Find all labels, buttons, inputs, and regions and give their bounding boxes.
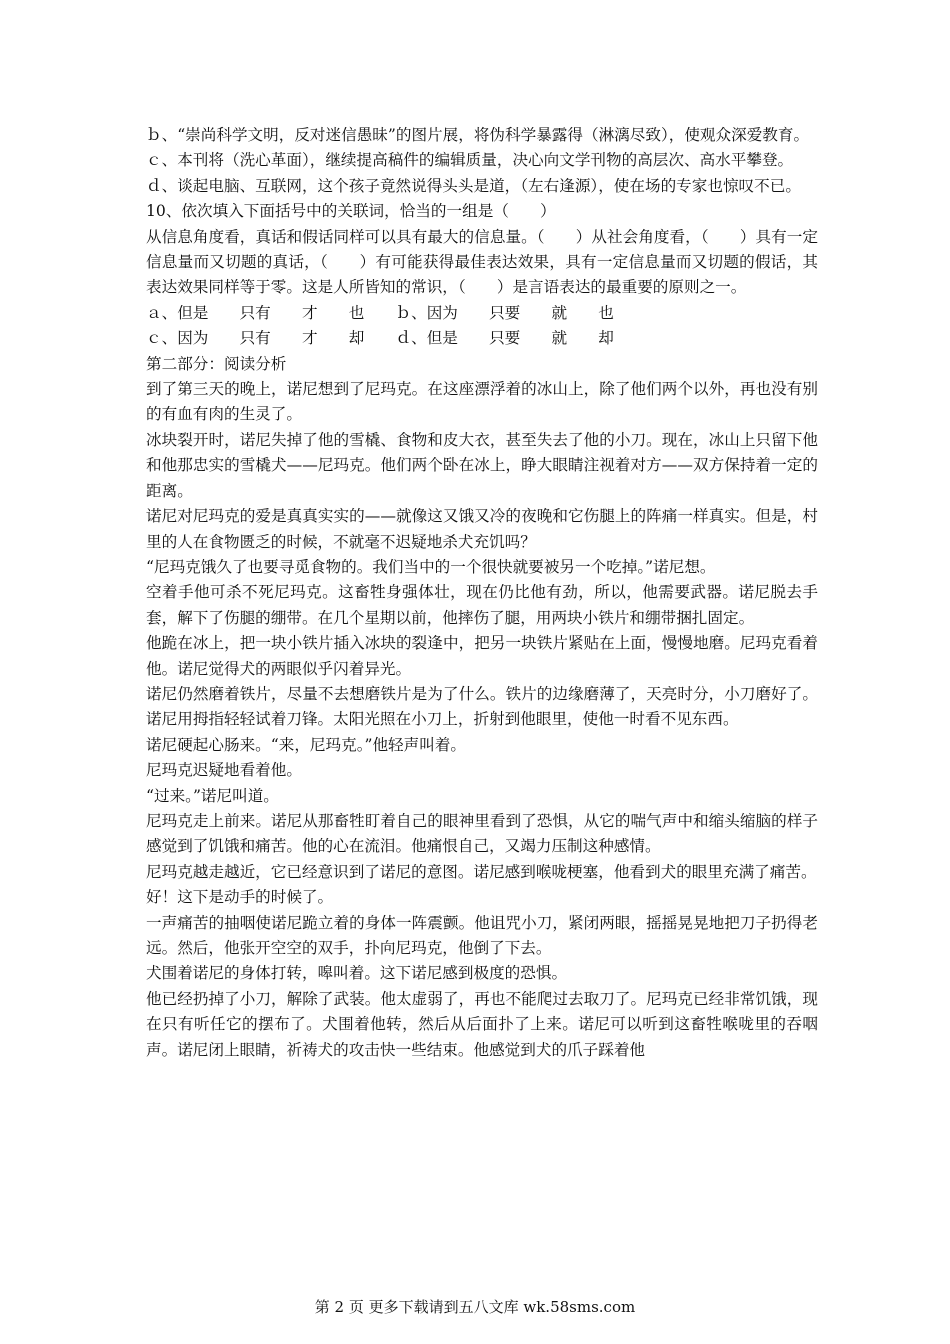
reading-paragraph: 诺尼仍然磨着铁片，尽量不去想磨铁片是为了什么。铁片的边缘磨薄了，天亮时分，小刀磨好了。诺尼用拇指轻轻试着刀锋。太阳光照在小刀上，折射到他眼里，使他一时看不见东西。 [146,684,818,729]
reading-paragraph: 空着手他可杀不死尼玛克。这畜牲身强体壮，现在仍比他有劲，所以，他需要武器。诺尼脱去手套，解下了伤腿的绷带。在几个星期以前，他摔伤了腿，用两块小铁片和绷带捆扎固定。 [146,583,818,627]
reading-paragraph: 好！这下是动手的时候了。 [146,888,334,907]
document-body [146,123,818,1063]
question-10: 10、依次填入下面括号中的关联词，恰当的一组是（ ） [146,202,556,221]
question-10-options-ab: ａ、但是 只有 才 也 ｂ、因为 只要 就 也 [146,303,614,322]
reading-paragraph: 尼玛克越走越近，它已经意识到了诺尼的意图。诺尼感到喉咙梗塞，他看到犬的眼里充满了痛苦。 [146,862,817,881]
reading-paragraph: 他已经扔掉了小刀，解除了武装。他太虚弱了，再也不能爬过去取刀了。尼玛克已经非常饥饿，现在只有听任它的摆布了。犬围着他转，然后从后面扑了上来。诺尼可以听到这畜牲喉咙里的吞咽声。诺尼闭上眼睛，祈祷犬的攻击快一些结束。他感觉到犬的爪子踩着他 [146,989,818,1059]
reading-paragraph: “过来。”诺尼叫道。 [146,786,279,805]
question-10-passage: 从信息角度看，真话和假话同样可以具有最大的信息量。（ ）从社会角度看，（ ）具有一定信息量而又切题的真话，（ ）有可能获得最佳表达效果，具有一定信息量而又切题的假话，其表达效果同样等于零。这是人所皆知的常识，（ ）是言语表达的最重要的原则之一。 [146,227,818,297]
option-b-line: ｂ、“崇尚科学文明，反对迷信愚昧”的图片展，将伪科学暴露得（淋漓尽致），使观众深爱教育。 [146,126,810,144]
reading-paragraph: 到了第三天的晚上，诺尼想到了尼玛克。在这座漂浮着的冰山上，除了他们两个以外，再也没有别的有血有肉的生灵了。 [146,380,818,424]
section-heading: 第二部分：阅读分析 [146,354,287,373]
reading-paragraph: 尼玛克迟疑地看着他。 [146,761,302,780]
question-10-options-cd: ｃ、因为 只有 才 却 ｄ、但是 只要 就 却 [146,329,614,348]
reading-paragraph: 一声痛苦的抽咽使诺尼跪立着的身体一阵震颤。他诅咒小刀，紧闭两眼，摇摇晃晃地把刀子扔得老远。然后，他张开空空的双手，扑向尼玛克，他倒了下去。 [146,913,818,957]
reading-paragraph: 冰块裂开时，诺尼失掉了他的雪橇、食物和皮大衣，甚至失去了他的小刀。现在，冰山上只留下他和他那忠实的雪橇犬——尼玛克。他们两个卧在冰上，睁大眼睛注视着对方——双方保持着一定的距离。 [146,430,818,500]
reading-paragraph: 犬围着诺尼的身体打转，嗥叫着。这下诺尼感到极度的恐惧。 [146,964,568,983]
reading-paragraph: 诺尼对尼玛克的爱是真真实实的——就像这又饿又冷的夜晚和它伤腿上的阵痛一样真实。但是，村里的人在食物匮乏的时候，不就毫不迟疑地杀犬充饥吗？ [146,507,818,551]
reading-paragraph: 尼玛克走上前来。诺尼从那畜牲盯着自己的眼神里看到了恐惧，从它的喘气声中和缩头缩脑的样子感觉到了饥饿和痛苦。他的心在流泪。他痛恨自己，又竭力压制这种感情。 [146,811,818,856]
option-d-line: ｄ、谈起电脑、互联网，这个孩子竟然说得头头是道，（左右逢源），使在场的专家也惊叹不已。 [146,176,801,195]
reading-paragraph: 诺尼硬起心肠来。“来，尼玛克。”他轻声叫着。 [146,735,467,754]
reading-paragraph: “尼玛克饿久了也要寻觅食物的。我们当中的一个很快就要被另一个吃掉。”诺尼想。 [146,557,716,576]
reading-paragraph: 他跪在冰上，把一块小铁片插入冰块的裂逢中，把另一块铁片紧贴在上面，慢慢地磨。尼玛克看着他。诺尼觉得犬的两眼似乎闪着异光。 [146,634,818,678]
option-c-line: ｃ、本刊将（洗心革面），继续提高稿件的编辑质量，决心向文学刊物的高层次、高水平攀登。 [146,151,794,170]
page-footer: 第 2 页 更多下载请到五八文库 wk.58sms.com [314,1298,636,1316]
